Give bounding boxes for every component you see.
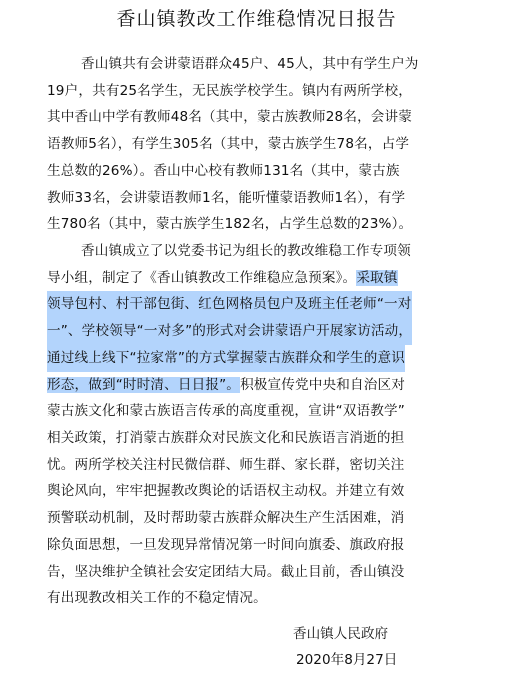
paragraph2-line: 有出现教改相关工作的不稳定情况。 bbox=[47, 590, 267, 607]
signature-organization: 香山镇人民政府 bbox=[293, 626, 389, 642]
paragraph1-line: 香山镇共有会讲蒙语群众45户、45人，其中有学生户为 bbox=[81, 56, 419, 72]
signature-date: 2020年8月27日 bbox=[296, 652, 398, 668]
paragraph2-line: 蒙古族文化和蒙古族语言传承的高度重视，宣讲“双语教学” bbox=[47, 403, 405, 420]
paragraph2-line: 告，坚决维护全镇社会安定团结大局。截止目前，香山镇没 bbox=[47, 563, 405, 580]
paragraph2-text: 积极宣传党中央和自治区对 bbox=[240, 376, 405, 393]
paragraph2-line: 舆论风向，牢牢把握教改舆论的话语权主动权。并建立有效 bbox=[47, 483, 405, 500]
paragraph2-line: 香山镇成立了以党委书记为组长的教改维稳工作专项领 bbox=[81, 243, 411, 259]
paragraph1-line: 19户，共有25名学生，无民族学校学生。镇内有两所学校， bbox=[47, 82, 413, 99]
paragraph1-line: 生780名（其中，蒙古族学生182名，占学生总数的23%）。 bbox=[47, 216, 413, 233]
highlighted-text: 形态，做到“时时清、日日报”。 bbox=[47, 376, 241, 393]
paragraph1-line: 语教师5名），有学生305名（其中，蒙古族学生78名，占学 bbox=[47, 136, 410, 153]
highlighted-line: 通过线上线下“拉家常”的方式掌握蒙古族群众和学生的意识 bbox=[47, 345, 405, 372]
paragraph1-line: 教师33名，会讲蒙语教师1名，能听懂蒙语教师1名），有学 bbox=[47, 189, 406, 206]
document-title: 香山镇教改工作维稳情况日报告 bbox=[116, 8, 397, 30]
paragraph2-line: 忧。两所学校关注村民微信群、师生群、家长群，密切关注 bbox=[47, 456, 405, 473]
highlighted-line: 一”、学校领导“一对多”的形式对会讲蒙语户开展家访活动， bbox=[47, 318, 412, 345]
paragraph2-line: 预警联动机制，及时帮助蒙古族群众解决生产生活困难，消 bbox=[47, 510, 405, 527]
paragraph2-text: 导小组，制定了《香山镇教改工作维稳应急预案》。 bbox=[47, 269, 357, 286]
highlighted-text: 采取镇 bbox=[356, 269, 398, 286]
paragraph1-line: 生总数的26%）。香山中心校有教师131名（其中，蒙古族 bbox=[47, 162, 400, 179]
paragraph2-line: 相关政策，打消蒙古族群众对民族文化和民族语言消逝的担 bbox=[47, 430, 405, 446]
paragraph2-line bbox=[47, 265, 398, 292]
paragraph1-line: 其中香山中学有教师48名（其中，蒙古族教师28名，会讲蒙 bbox=[47, 109, 413, 126]
paragraph2-line bbox=[47, 372, 405, 399]
paragraph2-line: 除负面思想，一旦发现异常情况第一时间向旗委、旗政府报 bbox=[47, 536, 405, 553]
highlighted-line: 领导包村、村干部包街、红色网格员包户及班主任老师“一对 bbox=[47, 291, 412, 318]
